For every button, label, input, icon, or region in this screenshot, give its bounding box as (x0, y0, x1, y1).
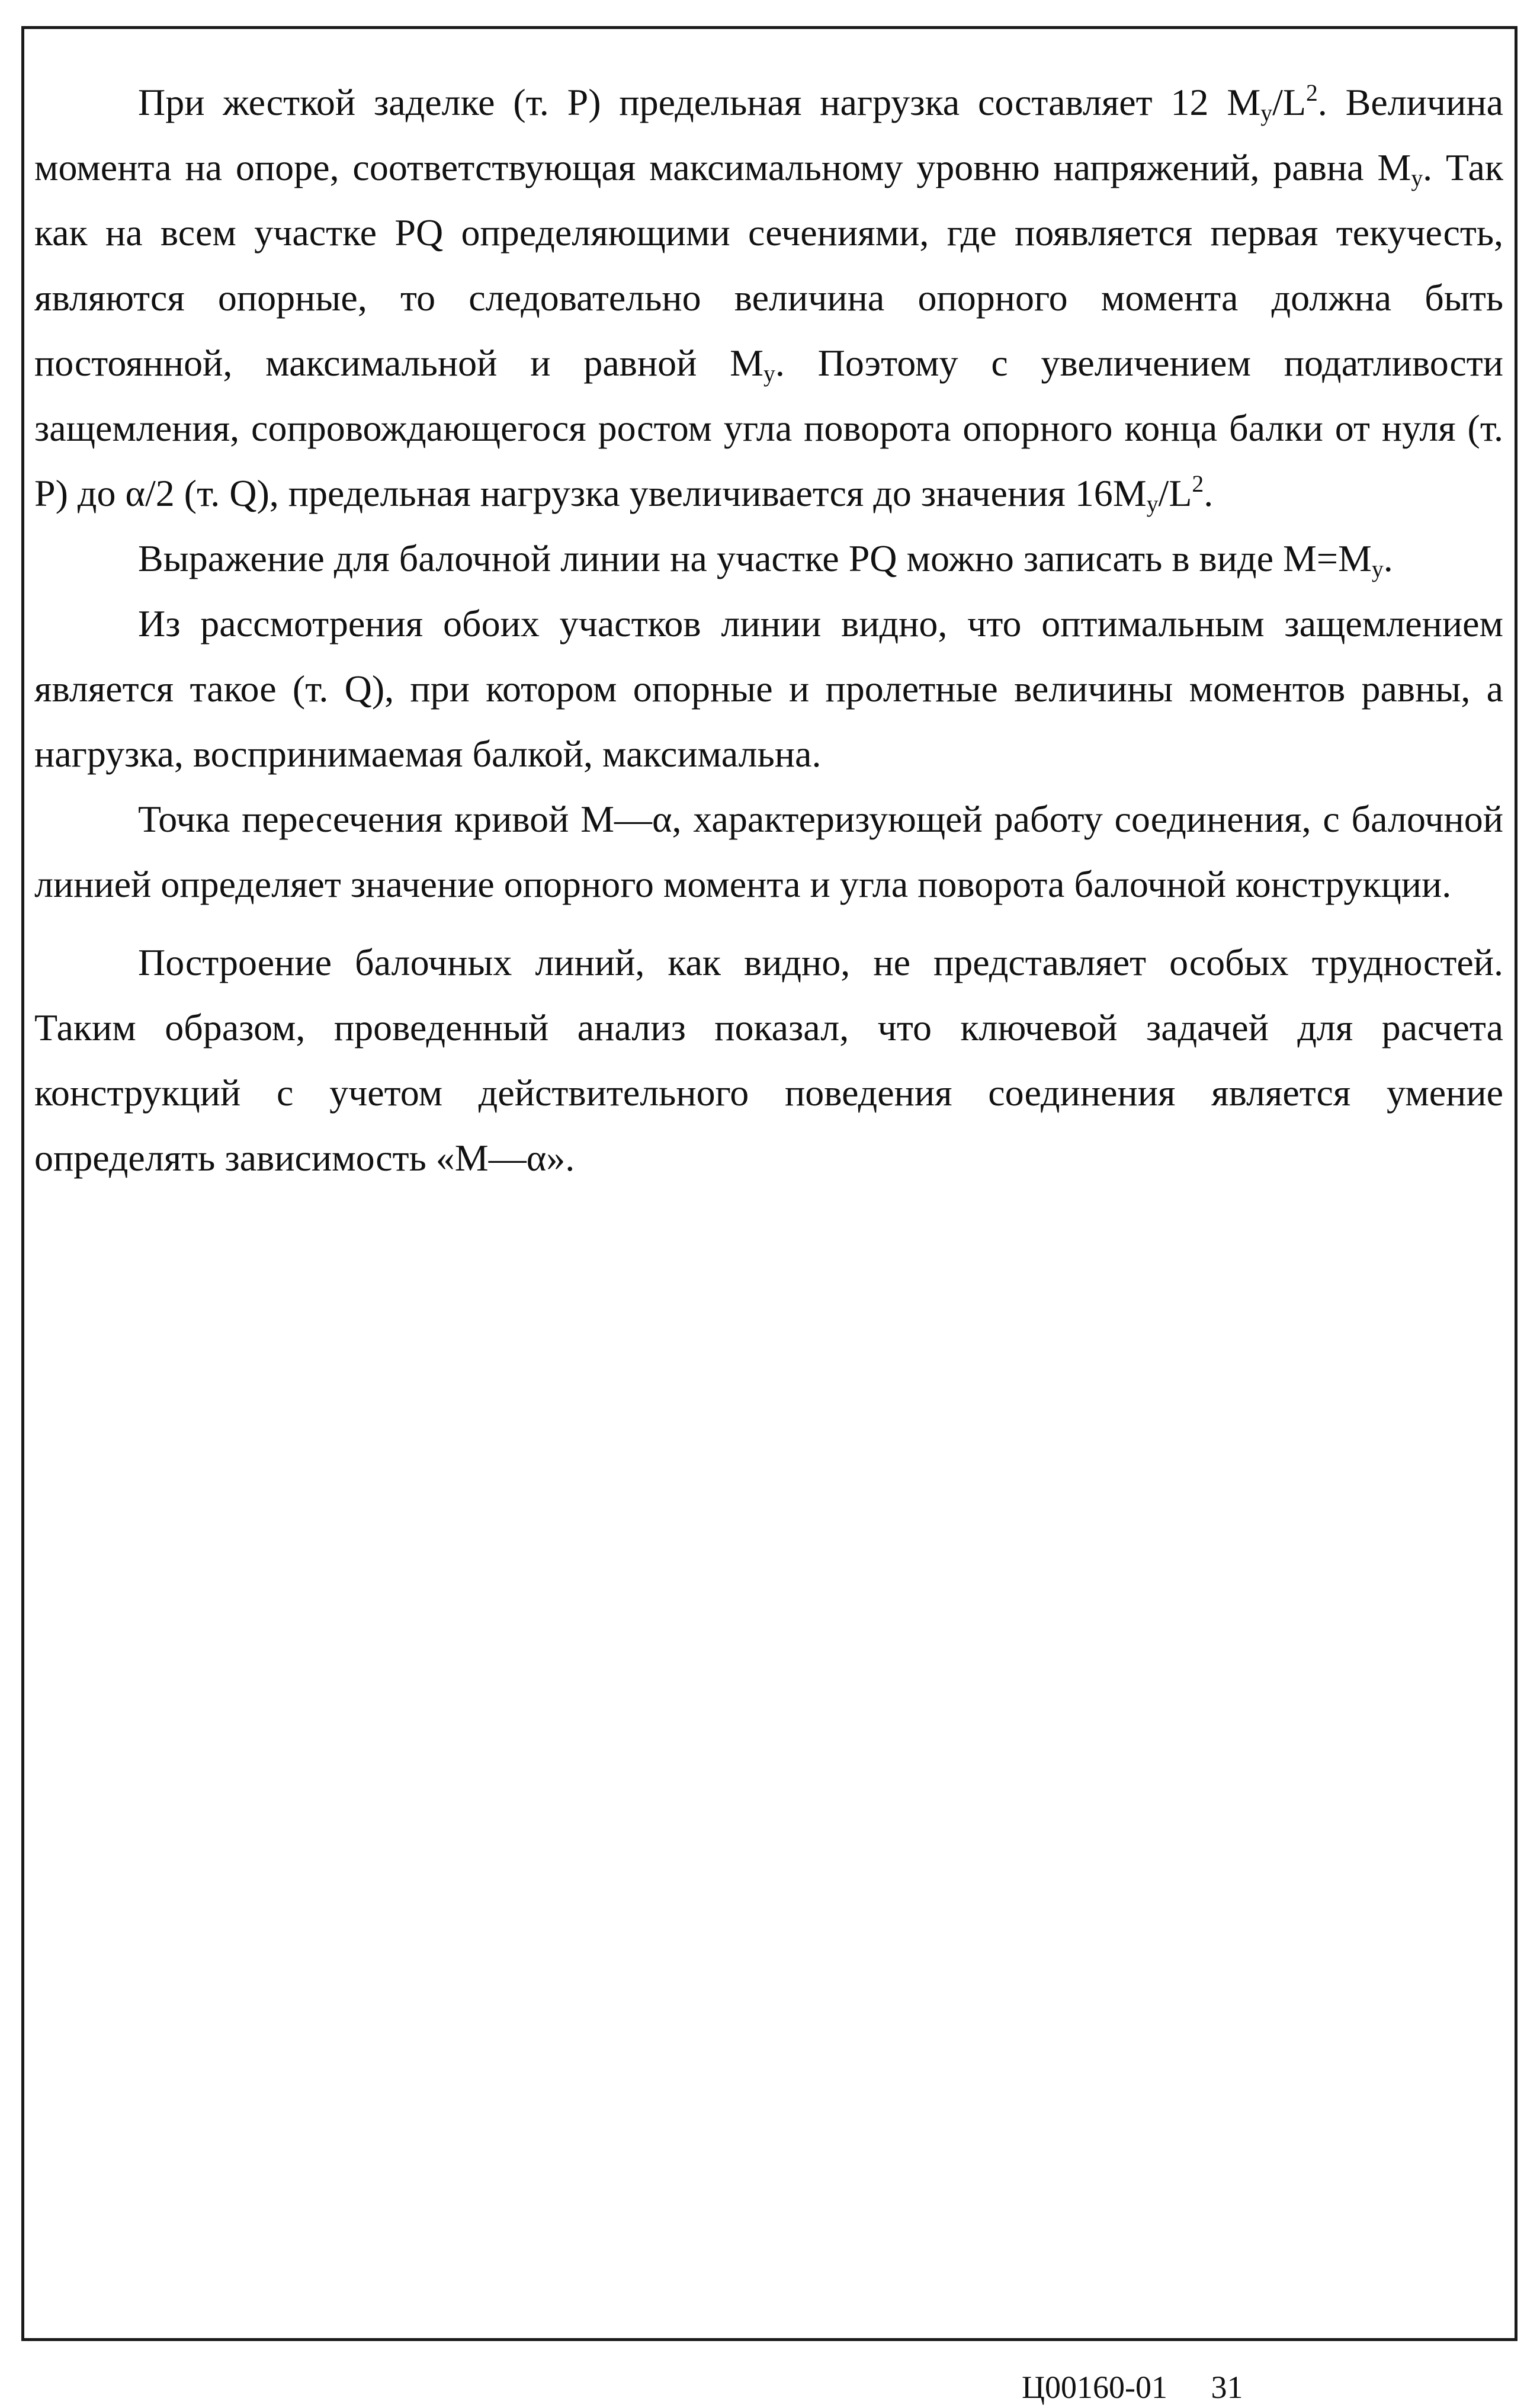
document-body (34, 70, 1503, 1191)
paragraph (34, 526, 1503, 591)
subscript: y (1371, 556, 1384, 582)
page-footer (1022, 2369, 1243, 2405)
subscript: y (1260, 100, 1273, 126)
text-run: . (1383, 537, 1393, 579)
text-run: Выражение для балочной линии на участке PQ можно записать в виде M=M (138, 537, 1372, 579)
text-run: /L (1272, 81, 1306, 123)
subscript: y (1146, 490, 1159, 517)
text-run: . Величина момента на опоре, соответствующая максимальному уровню напряжений, равна M (34, 81, 1504, 188)
text-run: Построение балочных линий, как видно, не представляет особых трудностей. Таким образом, проведенный анализ показал, что ключевой задачей для расчета конструкций с учетом действительного поведения соединения является умение определять зависимость «М—α». (34, 941, 1503, 1179)
paragraph (34, 787, 1503, 917)
document-code: Ц00160-01 (1022, 2369, 1167, 2405)
text-run: /L (1158, 472, 1192, 514)
text-run: Из рассмотрения обоих участков линии видно, что оптимальным защемлением является такое (т. Q), при котором опорные и пролетные величины моментов равны, а нагрузка, воспринимаемая балкой, максимальна. (34, 602, 1503, 775)
text-run: . Так как на всем участке PQ определяющими сечениями, где появляется первая текучесть, являются опорные, то следовательно величина опорного момента должна быть постоянной, максимальной и равной M (34, 146, 1504, 384)
paragraph (34, 70, 1503, 526)
text-run: При жесткой заделке (т. Р) предельная нагрузка составляет 12 M (138, 81, 1261, 123)
superscript: 2 (1192, 471, 1204, 498)
subscript: y (763, 360, 775, 387)
paragraph (34, 591, 1503, 787)
subscript: y (1411, 165, 1423, 191)
superscript: 2 (1305, 80, 1318, 107)
text-run: . Поэтому с увеличением податливости защемления, сопровождающегося ростом угла поворота опорного конца балки от нуля (т. Р) до α/2 (т. Q), предельная нагрузка увеличивается до значения 16M (34, 342, 1503, 514)
page-number: 31 (1211, 2369, 1243, 2405)
paragraph (34, 930, 1503, 1191)
text-run: Точка пересечения кривой М—α, характеризующей работу соединения, с балочной линией определяет значение опорного момента и угла поворота балочной конструкции. (34, 798, 1503, 905)
text-run: . (1204, 472, 1214, 514)
